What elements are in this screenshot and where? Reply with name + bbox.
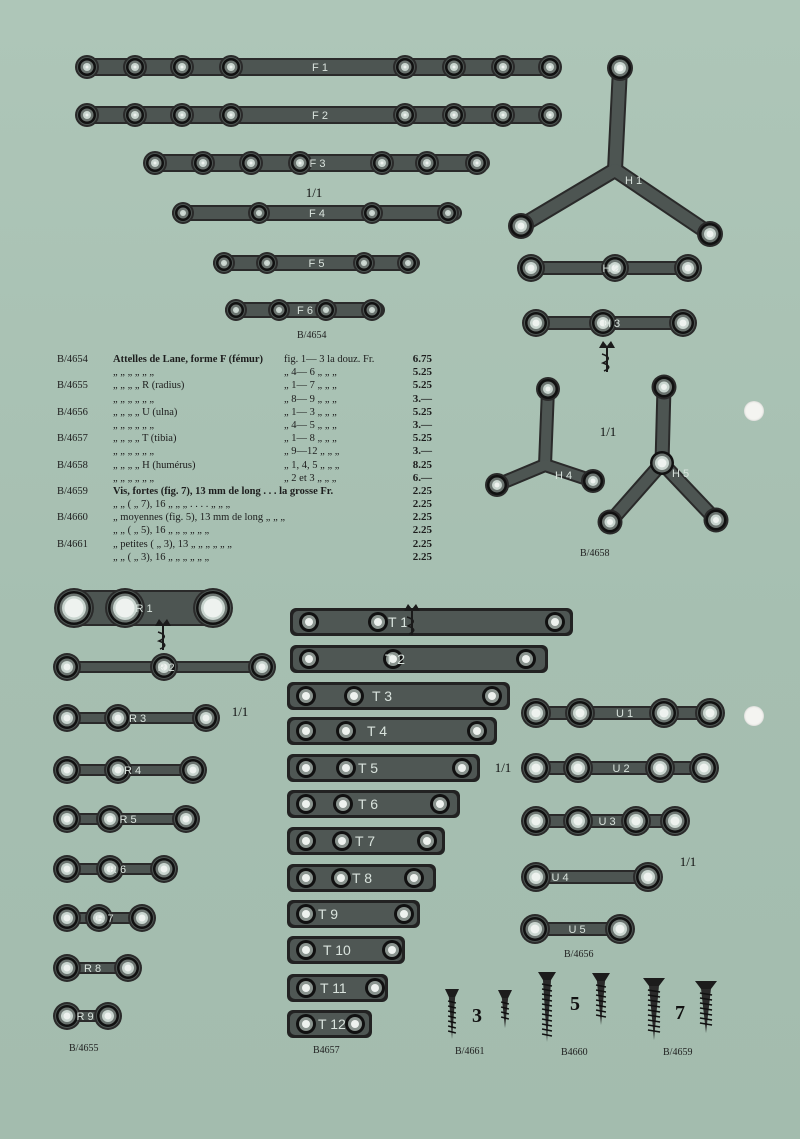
plate-t3 [287, 682, 510, 710]
article-description: „ „ ( „ 5), 16 „ „ „ „ „ „ [113, 525, 210, 537]
emblem-mark-humerus [599, 341, 615, 372]
ratio-mark: 1/1 [305, 185, 323, 200]
plate-label: T 12 [318, 1016, 346, 1032]
screw-small-long [445, 989, 459, 1039]
article-description: „ „ „ „ T (tibia) [113, 433, 177, 445]
plate-label: H 4 [555, 470, 573, 482]
article-ref: B/4656 [57, 406, 88, 418]
price: 3.— [412, 392, 432, 405]
plate-label: T 9 [318, 906, 338, 922]
price-row [57, 459, 437, 472]
plate-label: F 1 [312, 62, 328, 74]
plate-f6 [225, 299, 385, 321]
plate-r3 [53, 704, 220, 732]
plate-u2 [521, 753, 719, 783]
plate-t4 [287, 717, 497, 745]
screw-small-short [498, 990, 512, 1028]
plate-label: R 9 [76, 1011, 94, 1023]
screw-medium-short [592, 973, 610, 1025]
price: 2.25 [412, 498, 432, 511]
plate-label: R 8 [83, 963, 102, 975]
figure-range: „ 1, 4, 5 „ „ „ [284, 459, 340, 471]
figure-range: „ 2 et 3 „ „ „ [284, 472, 337, 484]
article-description: „ petites ( „ 3), 13 „ „ „ „ „ „ [113, 538, 232, 550]
price: 3.— [412, 445, 432, 458]
plate-u4 [521, 862, 663, 892]
caption-radius: B/4655 [69, 1043, 99, 1054]
price-row [57, 538, 437, 551]
plate-label: T 3 [372, 688, 392, 704]
price: 2.25 [412, 511, 432, 524]
article-description: „ „ „ „ „ „ [113, 446, 155, 458]
price-row [57, 406, 437, 419]
plate-u5 [520, 914, 635, 944]
plate-f1 [75, 55, 562, 79]
price-row [57, 393, 437, 406]
figure-range: „ 4— 6 „ „ „ [284, 367, 337, 379]
article-description: „ „ „ „ H (humérus) [113, 459, 196, 471]
ratio-mark: 1/1 [599, 424, 617, 439]
plate-label: R 3 [128, 713, 147, 725]
price: 6.75 [412, 353, 432, 365]
price: 5.25 [412, 379, 432, 392]
figure-range: fig. 1— 3 la douz. Fr. [284, 354, 375, 365]
article-ref: B/4654 [57, 354, 88, 365]
plate-t9 [287, 900, 420, 928]
price-row [57, 472, 437, 485]
plate-label: T 7 [355, 833, 375, 849]
price-row [57, 353, 437, 366]
article-ref: B/4661 [57, 538, 88, 550]
plate-u3 [521, 806, 690, 836]
plate-h1 [508, 55, 723, 247]
plate-label: U 2 [612, 763, 630, 775]
caption-screw-small: B/4661 [455, 1046, 485, 1057]
plate-f2 [75, 103, 562, 127]
price-row [57, 432, 437, 445]
price: 5.25 [412, 432, 432, 445]
plate-h3 [522, 309, 697, 337]
article-description: „ „ ( „ 7), 16 „ „ „ . . . . „ „ „ [113, 499, 231, 511]
price: 5.25 [412, 405, 432, 418]
plate-label: F 3 [309, 158, 326, 170]
figure-range: „ 1— 8 „ „ „ [284, 433, 337, 445]
caption-ulna: B/4656 [564, 949, 594, 960]
price: 8.25 [412, 458, 432, 471]
screw-medium-long [538, 972, 556, 1042]
article-description: Vis, fortes (fig. 7), 13 mm de long . . . la grosse Fr. [113, 485, 334, 497]
plate-r2 [53, 653, 276, 681]
price-row [57, 445, 437, 458]
plate-f5 [213, 252, 420, 274]
ratio-mark: 1/1 [231, 704, 249, 719]
plate-r6 [53, 855, 178, 883]
screw-size-label: 7 [675, 1002, 685, 1024]
screw-strong-short [695, 981, 717, 1033]
price-row [57, 524, 437, 537]
plate-label: U 4 [551, 872, 569, 884]
article-description: „ „ ( „ 3), 16 „ „ „ „ „ „ [113, 551, 210, 563]
caption-tibia: B4657 [313, 1045, 340, 1056]
figure-range: „ 8— 9 „ „ „ [284, 393, 337, 405]
plate-label: F 2 [312, 110, 328, 122]
article-description: „ „ „ „ „ „ [113, 367, 155, 379]
price-row [57, 485, 437, 498]
caption-screw-medium: B4660 [561, 1047, 588, 1058]
plate-label: R 2 [157, 662, 175, 674]
plate-t10 [287, 936, 405, 964]
article-description: „ moyennes (fig. 5), 13 mm de long „ „ „ [113, 512, 286, 524]
screw-size-label: 3 [472, 1005, 482, 1027]
plate-f4 [172, 202, 462, 224]
plate-label: H 2 [602, 263, 620, 275]
price-row [57, 366, 437, 379]
plate-t12 [287, 1010, 372, 1038]
plate-label: R 1 [135, 603, 153, 615]
price-row [57, 419, 437, 432]
price-row [57, 379, 437, 392]
plate-label: R 7 [96, 913, 114, 925]
article-ref: B/4659 [57, 485, 88, 497]
plate-r1 [54, 588, 233, 628]
plate-label: U 1 [615, 708, 634, 720]
price-row [57, 511, 437, 524]
plate-t8 [287, 864, 436, 892]
ratio-mark: 1/1 [494, 760, 512, 775]
plate-t1 [290, 608, 573, 636]
plate-r8 [53, 954, 142, 982]
article-description: „ „ „ „ „ „ [113, 393, 155, 405]
plate-label: R 5 [119, 814, 137, 826]
plate-t11 [287, 974, 388, 1002]
plate-h2 [517, 254, 702, 282]
caption-screw-strong: B/4659 [663, 1047, 693, 1058]
ratio-mark: 1/1 [679, 854, 697, 869]
price: 2.25 [412, 537, 432, 550]
plate-r9 [53, 1002, 122, 1030]
article-description: Attelles de Lane, forme F (fémur) [113, 354, 264, 365]
plate-f3 [143, 151, 490, 175]
plate-label: T 5 [358, 760, 378, 776]
plate-label: U 5 [568, 924, 586, 936]
plate-label: T 10 [323, 942, 351, 958]
article-description: „ „ „ „ R (radius) [113, 380, 185, 392]
plate-h5 [598, 375, 729, 535]
caption-femur: B/4654 [297, 330, 327, 341]
price: 2.25 [412, 550, 432, 563]
price: 5.25 [412, 366, 432, 379]
plate-t7 [287, 827, 445, 855]
plate-label: R 4 [123, 765, 142, 777]
plate-label: F 6 [297, 305, 313, 317]
plate-t5 [287, 754, 480, 782]
plate-label: T 2 [385, 651, 405, 667]
price: 3.— [412, 418, 432, 431]
article-ref: B/4655 [57, 380, 88, 392]
plate-label: T 1 [388, 614, 408, 630]
plate-label: F 5 [308, 258, 325, 270]
article-description: „ „ „ „ „ „ [113, 472, 155, 484]
plate-label: T 8 [352, 870, 372, 886]
article-ref: B/4658 [57, 459, 88, 471]
plate-label: T 4 [367, 723, 387, 739]
plate-label: T 11 [320, 980, 347, 996]
price: 2.25 [412, 524, 432, 537]
plate-t2 [290, 645, 548, 673]
plate-label: H 3 [602, 318, 621, 330]
article-ref: B/4660 [57, 512, 88, 524]
price-row [57, 498, 437, 511]
plate-t6 [287, 790, 460, 818]
plate-label: H 1 [625, 175, 643, 187]
article-ref: B/4657 [57, 433, 88, 445]
price-row [57, 551, 437, 564]
plate-r7 [53, 904, 156, 932]
plate-label: U 3 [598, 816, 616, 828]
plate-label: H 5 [672, 468, 690, 480]
screw-strong-long [643, 978, 665, 1040]
plate-h4 [485, 377, 605, 497]
article-description: „ „ „ „ U (ulna) [113, 406, 178, 418]
caption-humerus: B/4658 [580, 548, 610, 559]
price-list [57, 353, 437, 564]
figure-range: „ 1— 3 „ „ „ [284, 406, 337, 418]
figure-range: „ 1— 7 „ „ „ [284, 380, 337, 392]
plate-u1 [521, 698, 725, 728]
plate-label: F 4 [309, 208, 325, 220]
screw-size-label: 5 [570, 993, 580, 1015]
plate-r5 [53, 805, 200, 833]
plate-label: T 6 [358, 796, 378, 812]
article-description: „ „ „ „ „ „ [113, 419, 155, 431]
figure-range: „ 9—12 „ „ „ [284, 446, 340, 458]
price: 2.25 [412, 484, 432, 497]
figure-range: „ 4— 5 „ „ „ [284, 419, 337, 431]
plate-r4 [53, 756, 207, 784]
price: 6.— [412, 471, 432, 484]
plate-label: R 6 [108, 864, 127, 876]
